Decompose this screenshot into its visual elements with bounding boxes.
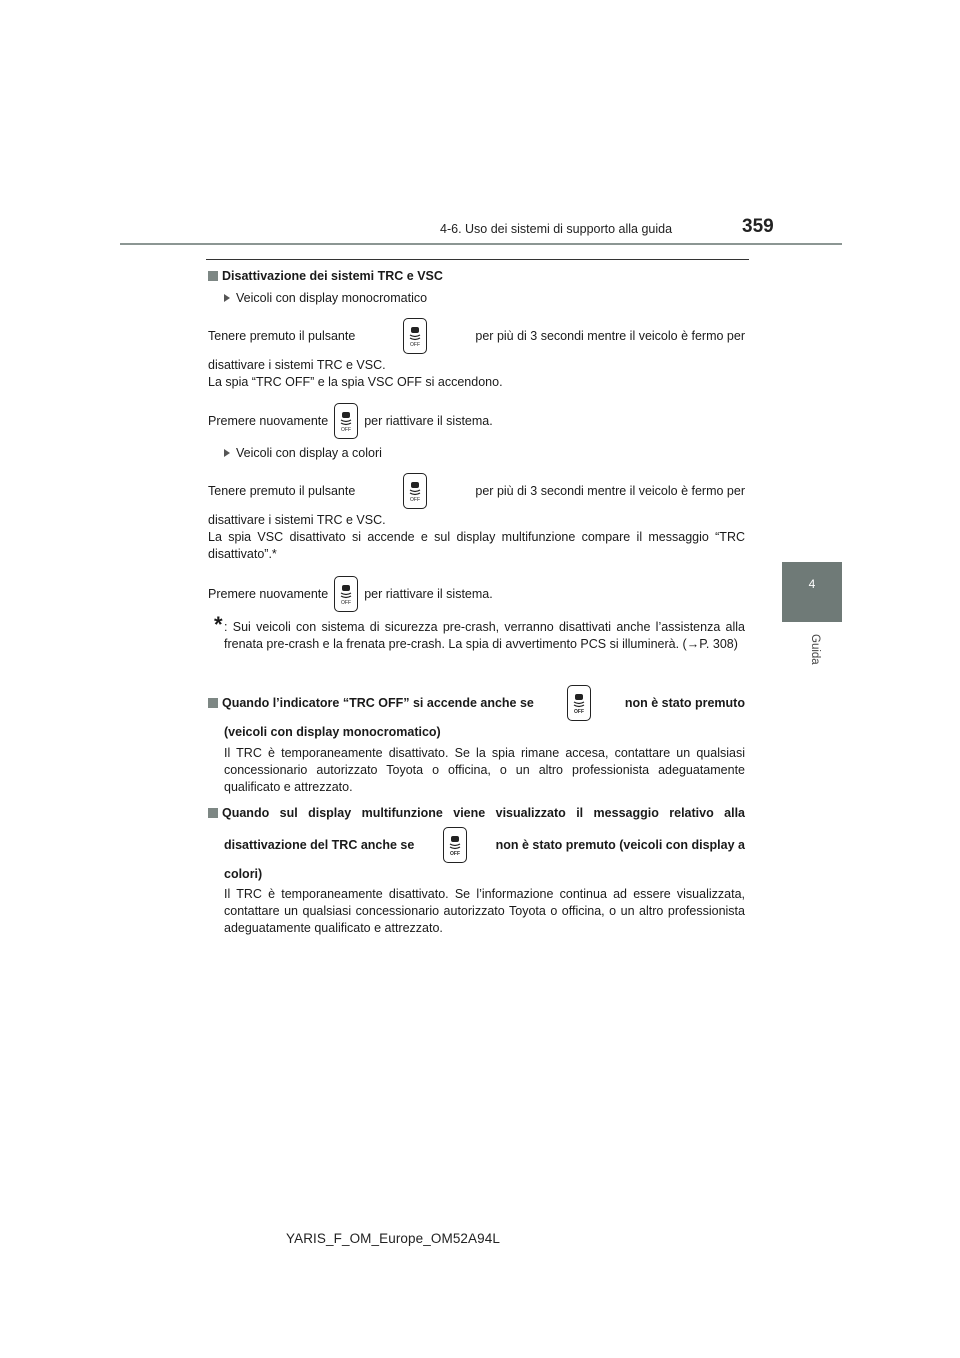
chapter-tab-number: 4 (808, 577, 816, 591)
section-heading-cont: colori) (224, 867, 263, 881)
footnote-text: : Sui veicoli con sistema di sicurezza pre-crash, verranno disattivati anche l’assistenza alla frenata pre-crash e la frenata pre-crash. La spia di avvertimento PCS si illuminerà. (→P. 308) (224, 620, 745, 651)
page-number: 359 (742, 216, 774, 237)
section-heading-line: disattivazione del TRC anche se OFF non è stato premuto (veicoli con display a (224, 827, 745, 863)
triangle-bullet-icon (224, 449, 230, 457)
vsc-off-button-icon (403, 318, 427, 354)
section-heading: Quando l’indicatore “TRC OFF” si accende anche se OFF non è stato premuto (208, 685, 745, 721)
section-rule (206, 259, 749, 260)
subheading: Veicoli con display monocromatico (224, 290, 745, 307)
paragraph-line: Tenere premuto il pulsante OFF per più di 3 secondi mentre il veicolo è fermo per (208, 318, 745, 354)
section-heading: Disattivazione dei sistemi TRC e VSC (208, 268, 745, 285)
square-bullet-icon (208, 698, 218, 708)
square-bullet-icon (208, 271, 218, 281)
svg-text:OFF: OFF (449, 851, 460, 857)
section-title: 4-6. Uso dei sistemi di supporto alla guida (440, 222, 673, 236)
square-bullet-icon (208, 808, 218, 818)
subheading: Veicoli con display a colori (224, 445, 745, 462)
section-heading-cont: (veicoli con display monocromatico) (224, 725, 441, 739)
paragraph-line: disattivare i sistemi TRC e VSC. (208, 358, 386, 372)
vsc-off-button-icon (567, 685, 591, 721)
paragraph: La spia VSC disattivato si accende e sul display multifunzione compare il messaggio “TRC disattivato”.* (208, 530, 745, 561)
vsc-off-button-icon (334, 403, 358, 439)
paragraph-line: disattivare i sistemi TRC e VSC. (208, 513, 386, 527)
svg-text:OFF: OFF (410, 497, 421, 503)
chapter-tab-label: Guida (809, 634, 821, 665)
svg-text:OFF: OFF (341, 427, 352, 433)
paragraph-line: Tenere premuto il pulsante OFF per più di 3 secondi mentre il veicolo è fermo per (208, 473, 745, 509)
paragraph: Il TRC è temporaneamente disattivato. Se l’informazione continua ad essere visualizzata, contattare un qualsiasi concessionario autorizzato Toyota o officina, o un altro professionista adeguatamente qualificato e attrezzato. (224, 887, 745, 935)
footnote-marker: * (214, 612, 223, 637)
svg-text:OFF: OFF (341, 600, 352, 606)
vsc-off-button-icon (403, 473, 427, 509)
header-rule (120, 243, 842, 245)
paragraph-line: Premere nuovamente OFF per riattivare il sistema. (208, 576, 745, 612)
triangle-bullet-icon (224, 294, 230, 302)
vsc-off-button-icon (443, 827, 467, 863)
document-code: YARIS_F_OM_Europe_OM52A94L (286, 1231, 500, 1246)
svg-text:OFF: OFF (574, 709, 585, 715)
paragraph-line: Premere nuovamente OFF per riattivare il sistema. (208, 403, 745, 439)
paragraph: Il TRC è temporaneamente disattivato. Se la spia rimane accesa, contattare un qualsiasi concessionario autorizzato Toyota o officina, o un altro professionista adeguatamente qualificato e attrezzato. (224, 746, 745, 794)
vsc-off-button-icon (334, 576, 358, 612)
paragraph-line: La spia “TRC OFF” e la spia VSC OFF si accendono. (208, 375, 503, 389)
svg-text:OFF: OFF (410, 342, 421, 348)
chapter-tab[interactable] (782, 562, 842, 622)
section-heading: Quando sul display multifunzione viene visualizzato il messaggio relativo alla (208, 805, 745, 822)
